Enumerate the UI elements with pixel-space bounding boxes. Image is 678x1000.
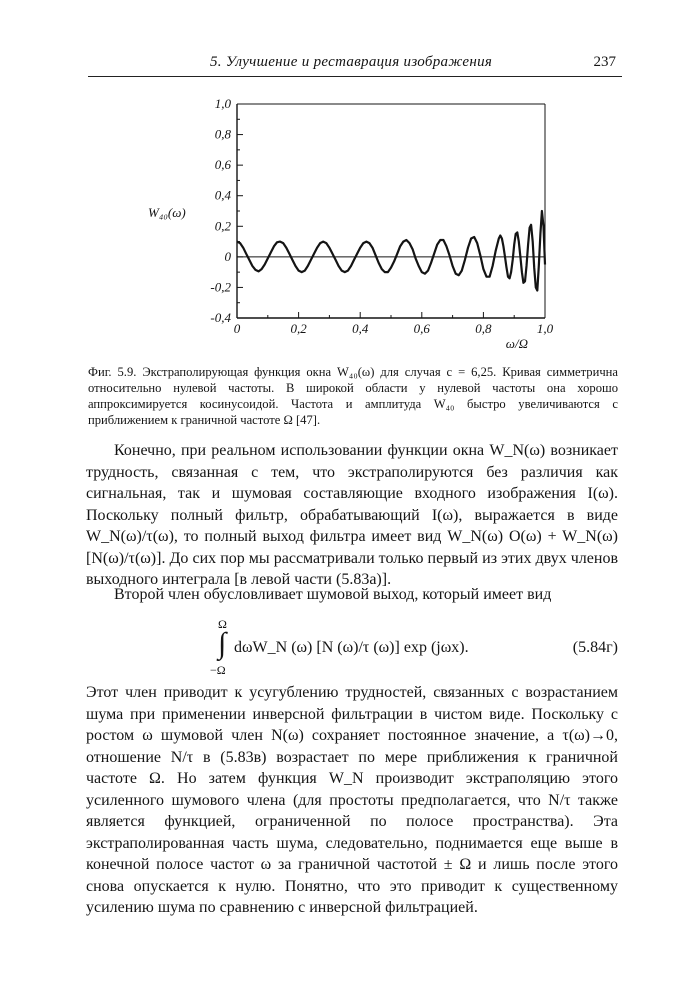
y-tick-label: -0,2 bbox=[210, 279, 231, 295]
y-tick-label: 1,0 bbox=[214, 96, 231, 111]
y-tick-label: 0,8 bbox=[214, 126, 231, 142]
x-tick-label: 0 bbox=[233, 321, 241, 336]
paragraph-3: Этот член приводит к усугублению трудностей, связанных с возрастанием шума при применении инверсной фильтрации в чистом виде. Поскольку с ростом ω шумовой член N(ω) сохраняет постоянное значение, а τ(ω)→0, отношение N/τ в (5.83в) возрастает по мере приближения к граничной частоте Ω. Но затем функция W_N производит экстраполяцию этого усиленного шумового члена (для простоты предполагается, что N/τ также является функцией, ограниченной по полосе пространства). Эта экстраполированная часть шума, следовательно, поднимается еще выше в конечной полосе частот ω за граничной частотой ± Ω и лишь после этого снова опускается к нулю. Понятно, что это приводит к существенному усилению шума по сравнению с инверсной фильтрацией. bbox=[86, 684, 618, 916]
x-tick-label: 0,8 bbox=[475, 321, 492, 336]
x-tick-label: 0,2 bbox=[290, 321, 307, 336]
x-tick-label: 0,4 bbox=[352, 321, 369, 336]
x-axis-label: ω/Ω bbox=[505, 336, 528, 351]
formula-expression: dωW_N (ω) [N (ω)/τ (ω)] exp (jωx). bbox=[234, 639, 469, 656]
paragraph-1-text: Конечно, при реальном использовании функции окна W_N(ω) возникает трудность, связанная с тем, что экстраполируются без различия как сигнальная, так и шумовая составляющие входного изображения I(ω). Поскольку полный фильтр, обрабатывающий I(ω), выражается в виде W_N(ω)/τ(ω), то полный выход фильтра имеет вид W_N(ω) O(ω) + W_N(ω) [N(ω)/τ(ω)]. До сих пор мы рассматривали только первый из этих двух членов выходного интеграла [в левой части (5.83а)]. bbox=[86, 442, 618, 588]
paragraph-1 bbox=[86, 440, 618, 591]
integral-upper-limit: Ω bbox=[218, 617, 227, 631]
integral-lower-limit: −Ω bbox=[210, 663, 226, 677]
paragraph-2-text: Второй член обусловливает шумовой выход, который имеет вид bbox=[114, 586, 552, 603]
x-tick-label: 0,6 bbox=[413, 321, 430, 336]
formula-number: (5.84г) bbox=[572, 639, 618, 656]
paragraph-2 bbox=[86, 584, 618, 606]
y-tick-label: 0,4 bbox=[214, 187, 231, 203]
figure-caption: Фиг. 5.9. Экстраполирующая функция окна W₄₀(ω) для случая c = 6,25. Кривая симметрична относительно нулевой частоты. В широкой области у нулевой частоты она хорошо аппроксимируется косинусоидой. Частота и амплитуда W₄₀ быстро увеличиваются с приближением к граничной частоте Ω [47]. bbox=[88, 365, 618, 427]
integral-sign: ∫ bbox=[218, 627, 227, 660]
chapter-title: 5. Улучшение и реставрация изображения bbox=[210, 54, 493, 70]
x-tick-label: 1,0 bbox=[536, 321, 554, 336]
y-tick-label: 0,6 bbox=[214, 157, 231, 173]
y-axis-label: W₄₀(ω) bbox=[148, 205, 186, 220]
page-number: 237 bbox=[593, 54, 616, 70]
figure-plot bbox=[0, 0, 678, 360]
y-tick-label: -0,4 bbox=[210, 310, 231, 325]
series-line-0 bbox=[237, 211, 545, 291]
y-tick-label: 0,2 bbox=[214, 218, 231, 234]
y-tick-label: 0 bbox=[224, 248, 231, 264]
formula-5-84g bbox=[210, 617, 618, 677]
